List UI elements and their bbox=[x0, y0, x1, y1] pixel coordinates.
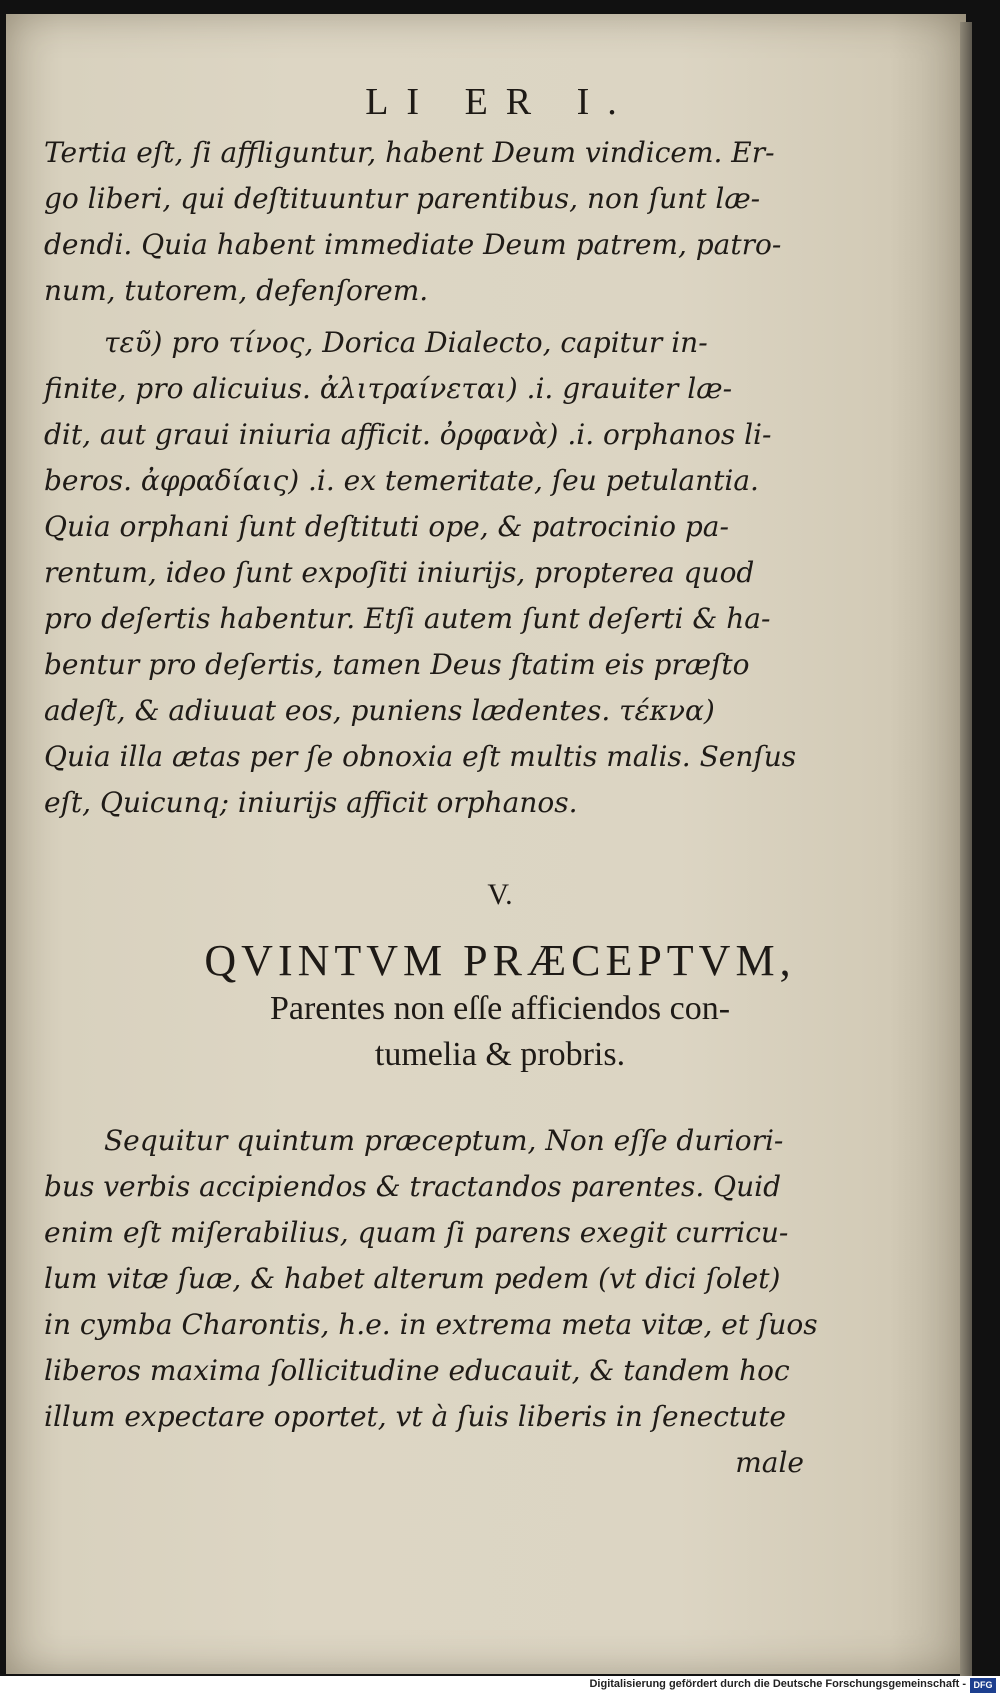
text-line: illum expectare oportet, vt à ſuis liberis in ſenectute bbox=[44, 1400, 786, 1433]
text-line: adeſt, & adiuuat eos, puniens lædentes. τέκνα) bbox=[44, 694, 715, 727]
text-line: bus verbis accipiendos & tractandos parentes. Quid bbox=[44, 1170, 782, 1203]
text-line: liberos maxima ſollicitudine educauit, & tandem hoc bbox=[44, 1354, 790, 1387]
paragraph-2 bbox=[44, 320, 804, 826]
text-line: Quia illa ætas per ſe obnoxia eſt multis malis. Senſus bbox=[44, 740, 797, 773]
section-subheading-line-2: tumelia & probris. bbox=[374, 1036, 626, 1073]
text-line: bentur pro deſertis, tamen Deus ſtatim eis præſto bbox=[44, 648, 750, 681]
section-heading: QVINTVM PRÆCEPTVM, bbox=[204, 936, 796, 985]
section-number: V. bbox=[487, 878, 513, 911]
text-line: pro deſertis habentur. Etſi autem ſunt deſerti & ha- bbox=[44, 602, 771, 635]
text-line: num, tutorem, defenſorem. bbox=[44, 274, 429, 307]
text-line: finite, pro alicuius. ἀλιτραίνεται) .i. grauiter læ- bbox=[44, 372, 733, 405]
text-line: Sequitur quintum præceptum, Non eſſe duriori- bbox=[104, 1124, 784, 1157]
paragraph-3 bbox=[44, 1118, 818, 1486]
page-edge-shadow bbox=[960, 22, 972, 1677]
text-line: τεῦ) pro τίνος, Dorica Dialecto, capitur in- bbox=[104, 326, 708, 359]
text-line: dendi. Quia habent immediate Deum patrem, patro- bbox=[44, 228, 782, 261]
text-line: rentum, ideo ſunt expoſiti iniurijs, propterea quod bbox=[44, 556, 755, 589]
section-subheading-line-1: Parentes non eſſe afficiendos con- bbox=[269, 990, 731, 1027]
paragraph-1 bbox=[44, 130, 804, 314]
catchword: male bbox=[735, 1446, 804, 1479]
text-line: eſt, Quicunq; iniurijs afficit orphanos. bbox=[44, 786, 578, 819]
running-head: LI ER I. bbox=[365, 81, 635, 123]
dfg-logo: DFG bbox=[970, 1678, 996, 1693]
footer-bar bbox=[0, 1676, 1000, 1697]
text-line: lum vitæ ſuæ, & habet alterum pedem (vt dici ſolet) bbox=[44, 1262, 781, 1295]
text-line: go liberi, qui deſtituuntur parentibus, non ſunt læ- bbox=[44, 182, 761, 215]
text-line: enim eſt miſerabilius, quam ſi parens exegit curricu- bbox=[44, 1216, 789, 1249]
funding-credit: Digitalisierung gefördert durch die Deutsche Forschungsgemeinschaft - bbox=[589, 1678, 966, 1690]
text-line: Quia orphani ſunt deſtituti ope, & patrocinio pa- bbox=[44, 510, 729, 543]
text-line: dit, aut graui iniuria afficit. ὀρφανὰ) .i. orphanos li- bbox=[44, 418, 772, 451]
text-line: in cymba Charontis, h.e. in extrema meta vitæ, et ſuos bbox=[44, 1308, 818, 1341]
text-line: beros. ἀφραδίαις) .i. ex temeritate, ſeu petulantia. bbox=[44, 464, 759, 497]
text-line: Tertia eſt, ſi affliguntur, habent Deum vindicem. Er- bbox=[44, 136, 775, 169]
